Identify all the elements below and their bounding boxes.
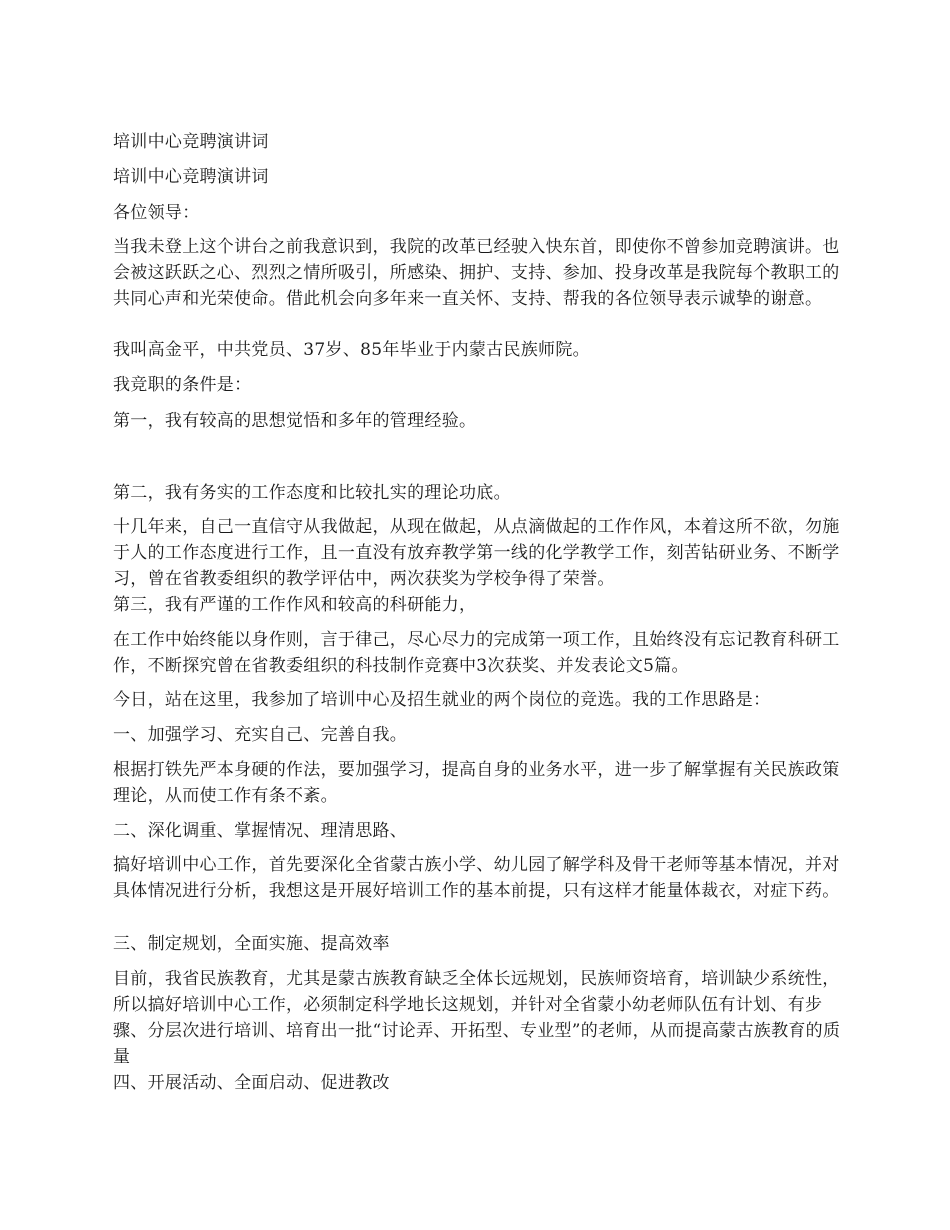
section-heading-4: 四、开展活动、全面启动、促进教改 [113,1073,390,1093]
document-title: 培训中心竞聘演讲词 [113,132,269,152]
paragraph-condition-1: 第一，我有较高的思想觉悟和多年的管理经验。 [113,411,477,431]
section-heading-1: 一、加强学习、充实自己、完善自我。 [113,725,408,745]
section-body-1: 根据打铁先严本身硬的作法，要加强学习，提高自身的业务水平，进一步了解掌握有关民族政策理论，从而使工作有条不紊。 [113,760,840,806]
section-body-2: 搞好培训中心工作，首先要深化全省蒙古族小学、幼儿园了解学科及骨干老师等基本情况，并对具体情况进行分析，我想这是开展好培训工作的基本前提，只有这样才能量体裁衣，对症下药。 [113,855,840,901]
paragraph-condition-2: 第二，我有务实的工作态度和比较扎实的理论功底。 [113,483,511,503]
section-body-3: 目前，我省民族教育，尤其是蒙古族教育缺乏全体长远规划，民族师资培育，培训缺少系统性，所以搞好培训中心工作，必须制定科学地长这规划，并针对全省蒙小幼老师队伍有计划、有步骤、分层次进行培训、培育出一批“讨论弄、开拓型、专业型”的老师，从而提高蒙古族教育的质量 [113,969,841,1067]
document-subtitle: 培训中心竞聘演讲词 [113,167,269,187]
paragraph-intro: 当我未登上这个讲台之前我意识到，我院的改革已经驶入快东首，即使你不曾参加竞聘演讲。也会被这跃跃之心、烈烈之情所吸引，所感染、拥护、支持、参加、投身改革是我院每个教职工的共同心声和光荣使命。借此机会向多年来一直关怀、支持、帮我的各位领导表示诚挚的谢意。 [113,237,840,309]
section-heading-3: 三、制定规划，全面实施、提高效率 [113,934,390,954]
salutation: 各位领导： [113,203,200,223]
paragraph-self-intro: 我叫高金平，中共党员、37岁、85年毕业于内蒙古民族师院。 [113,340,590,360]
paragraph-condition-3-detail: 在工作中始终能以身作则，言于律己，尽心尽力的完成第一项工作，且始终没有忘记教育科研工作，不断探究曾在省教委组织的科技制作竞赛中3次获奖、并发表论文5篇。 [113,630,840,676]
paragraph-condition-2-detail: 十几年来，自己一直信守从我做起，从现在做起，从点滴做起的工作作风，本着这所不欲，勿施于人的工作态度进行工作，且一直没有放弃教学第一线的化学教学工作，刻苦钻研业务、不断学习，曾在省教委组织的教学评估中，两次获奖为学校争得了荣誉。 [113,517,840,589]
paragraph-condition-3: 第三，我有严谨的工作作风和较高的科研能力， [113,595,477,615]
section-heading-2: 二、深化调重、掌握情况、理清思路、 [113,821,408,841]
paragraph-conditions-heading: 我竞职的条件是： [113,375,252,395]
paragraph-work-ideas: 今日，站在这里，我参加了培训中心及招生就业的两个岗位的竞选。我的工作思路是： [113,690,771,710]
